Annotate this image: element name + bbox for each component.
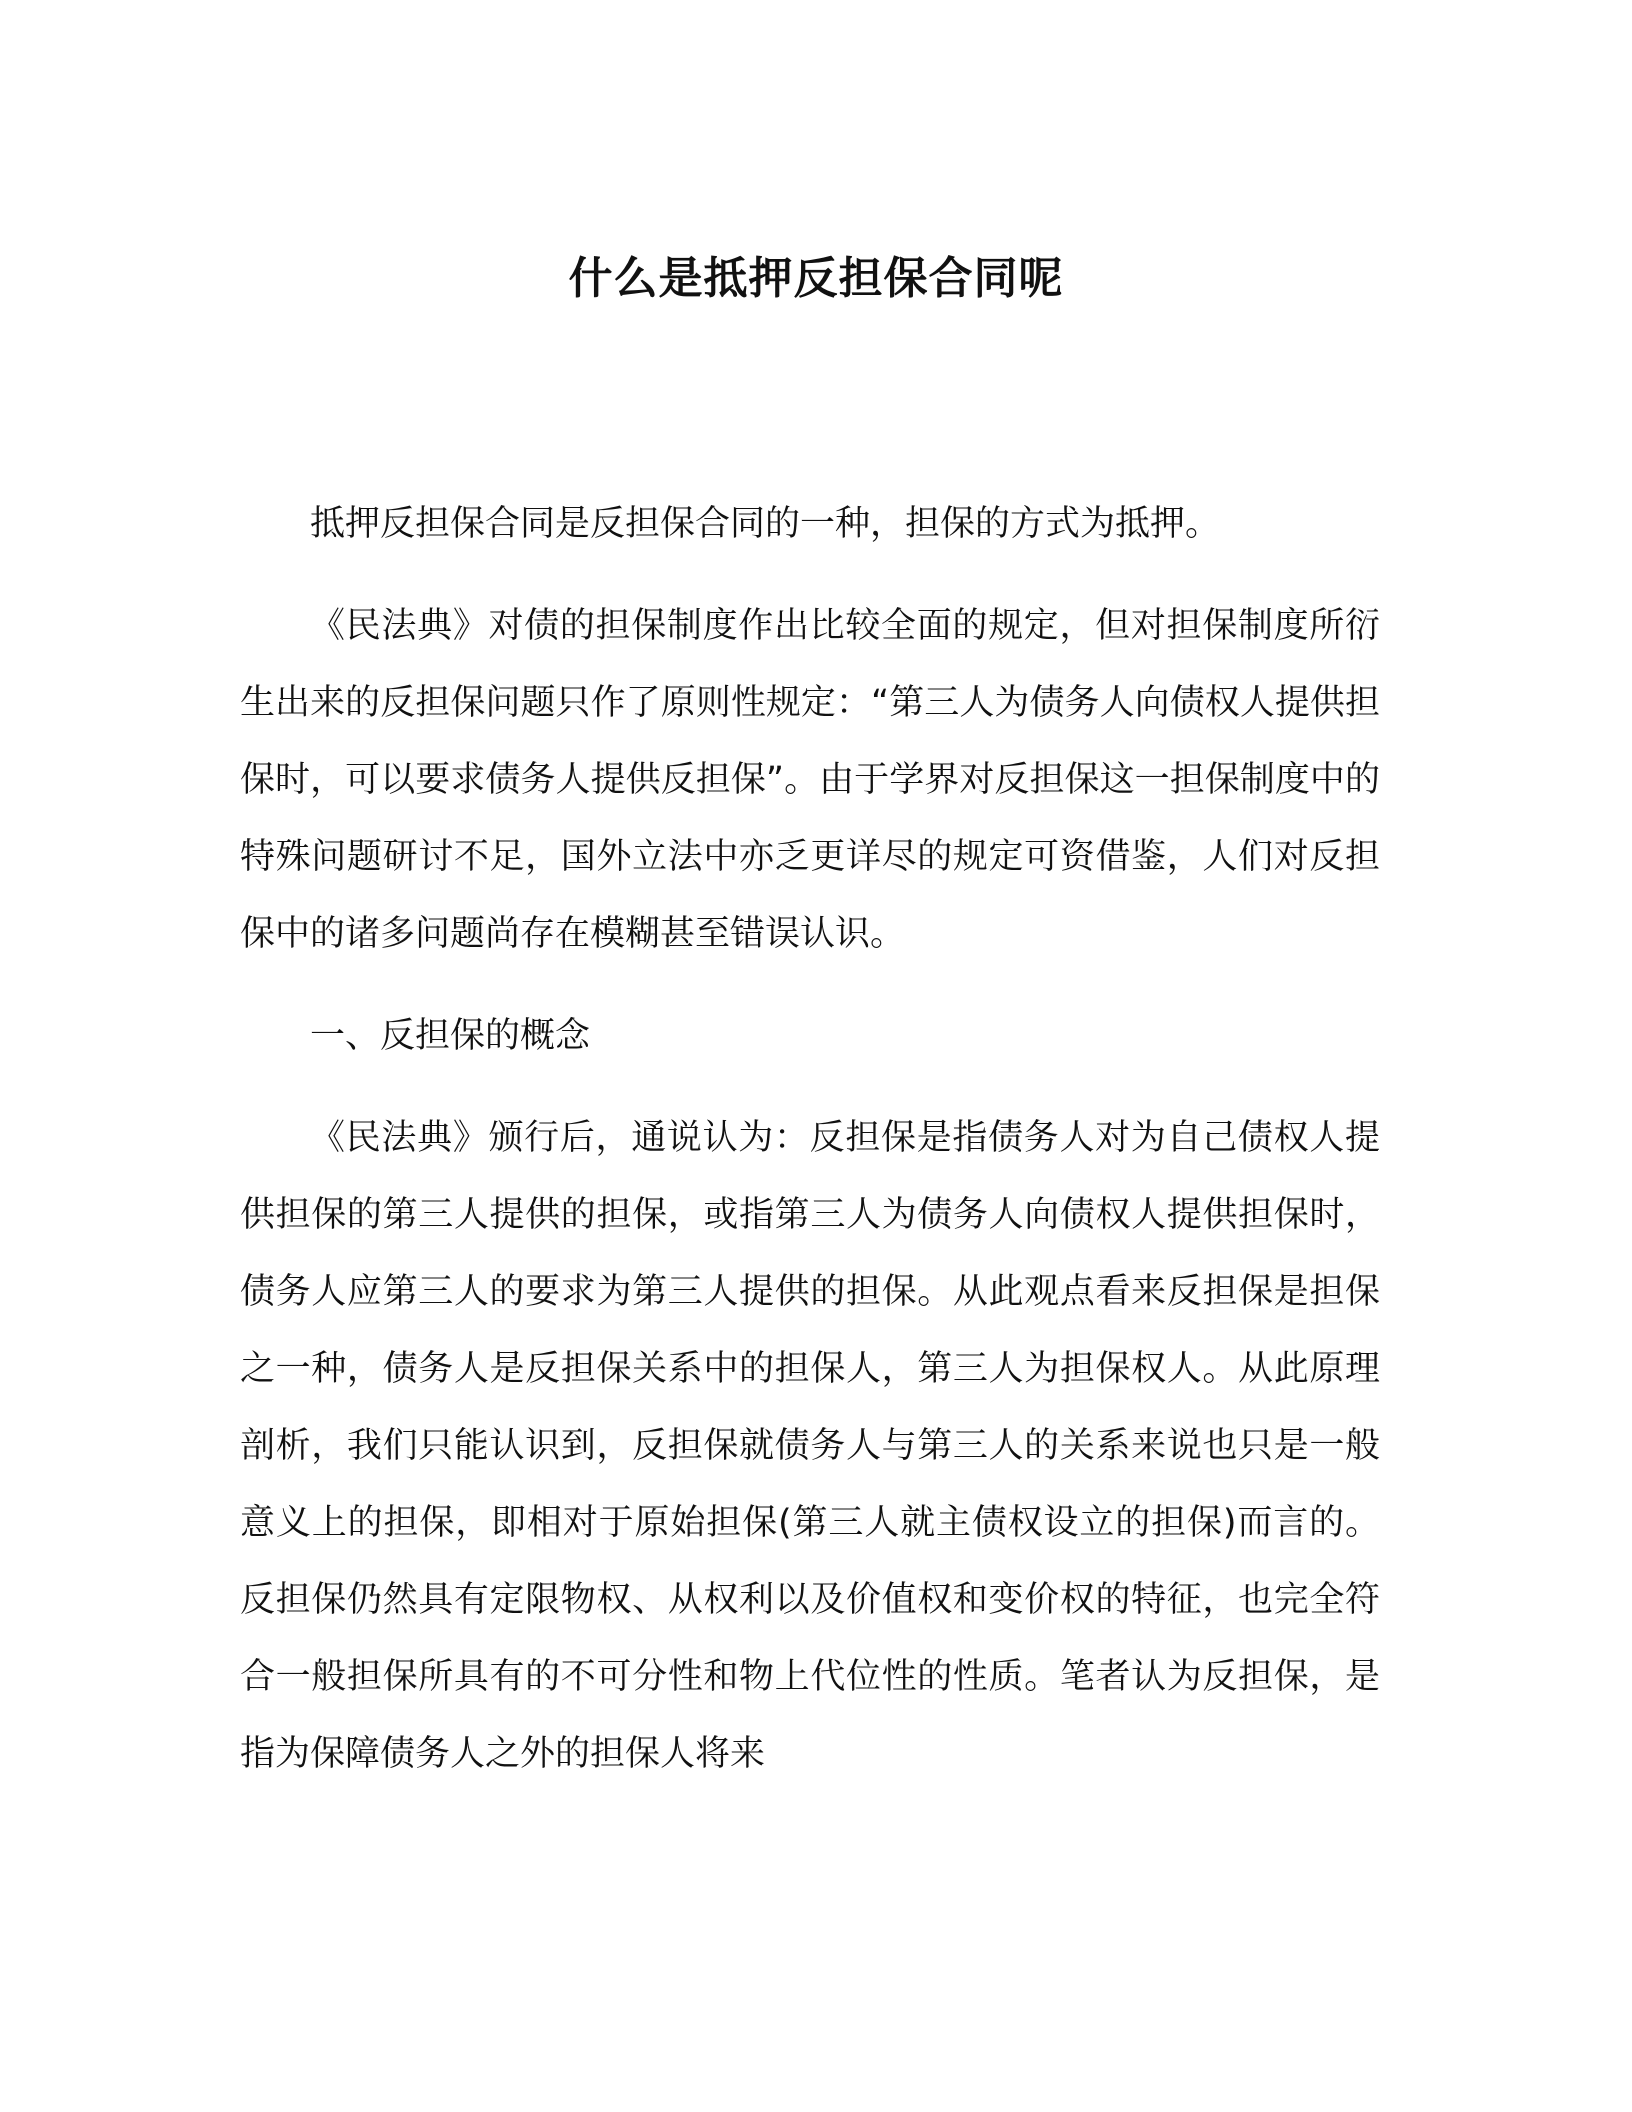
section-heading: 一、反担保的概念 (310, 1016, 591, 1056)
concept-paragraph: 《民法典》颁行后，通说认为：反担保是指债务人对为自己债权人提供担保的第三人提供的担保，或指第三人为债务人向债权人提供担保时，债务人应第三人的要求为第三人提供的担保。从此观点看来反担保是担保之一种，债务人是反担保关系中的担保人，第三人为担保权人。从此原理剖析，我们只能认识到，反担保就债务人与第三人的关系来说也只是一般意义上的担保，即相对于原始担保(第三人就主债权设立的担保)而言的。反担保仍然具有定限物权、从权利以及价值权和变价权的特征，也完全符合一般担保所具有的不可分性和物上代位性的性质。笔者认为反担保，是指为保障债务人之外的担保人将来 (240, 1118, 1380, 1774)
intro-paragraph: 抵押反担保合同是反担保合同的一种，担保的方式为抵押。 (310, 504, 1221, 544)
background-paragraph: 《民法典》对债的担保制度作出比较全面的规定，但对担保制度所衍生出来的反担保问题只作了原则性规定：“第三人为债务人向债权人提供担保时，可以要求债务人提供反担保”。由于学界对反担保这一担保制度中的特殊问题研讨不足，国外立法中亦乏更详尽的规定可资借鉴，人们对反担保中的诸多问题尚存在模糊甚至错误认识。 (240, 606, 1380, 954)
page-title: 什么是抵押反担保合同呢 (568, 253, 1064, 305)
document-body (240, 486, 1380, 1818)
